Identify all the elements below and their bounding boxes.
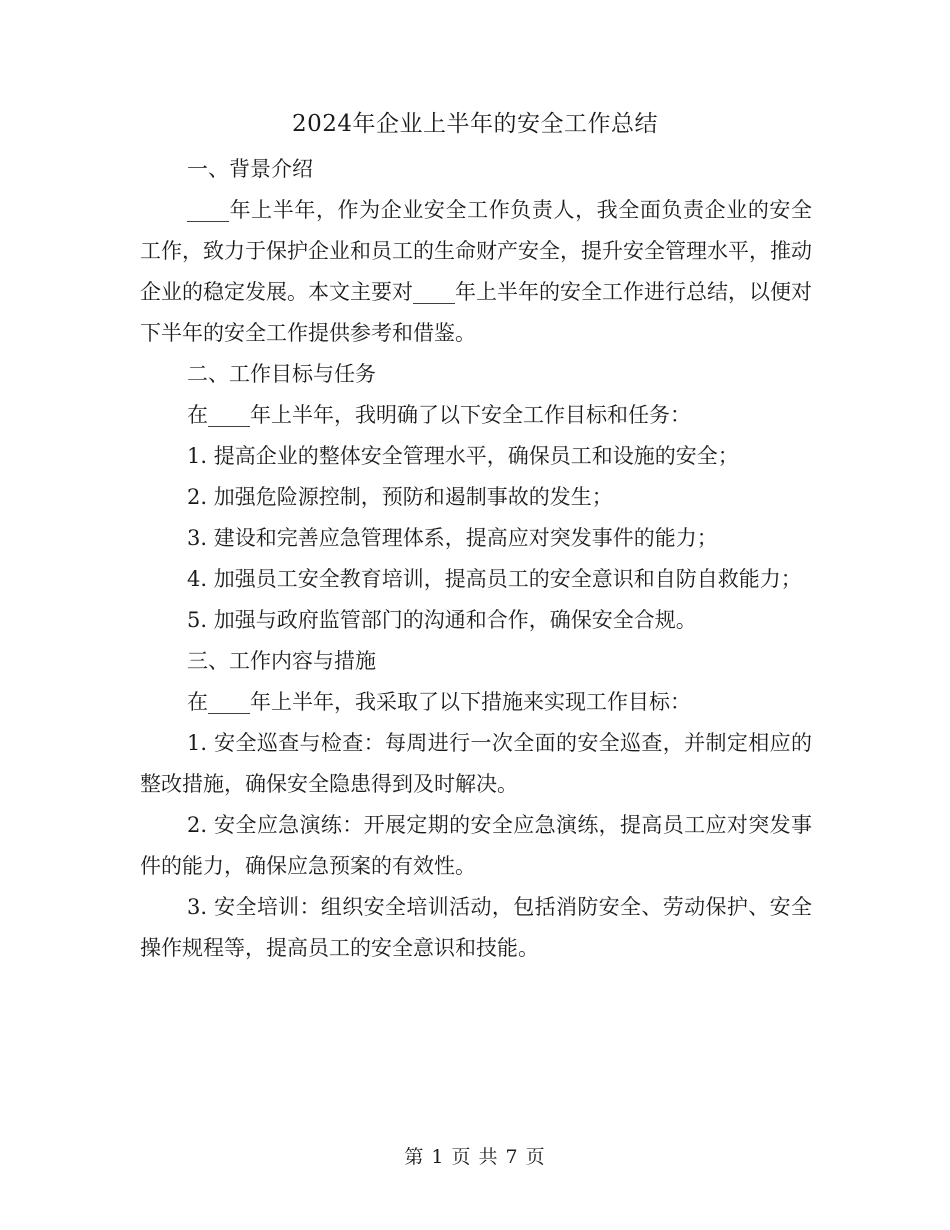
- section-heading-measures: 三、工作内容与措施: [187, 649, 376, 673]
- paragraph-goals-intro: 在____年上半年，我明确了以下安全工作目标和任务：: [187, 403, 691, 427]
- paragraph-background: ____年上半年，作为企业安全工作负责人，我全面负责企业的安全工作，致力于保护企业和员工的生命财产安全，提升安全管理水平，推动企业的稳定发展。本文主要对____年上半年的安全工作进行总结，以便对下半年的安全工作提供参考和借鉴。: [140, 198, 812, 345]
- list-item-goal-4: 4. 加强员工安全教育培训，提高员工的安全意识和自防自救能力；: [187, 567, 802, 591]
- list-item-goal-3: 3. 建设和完善应急管理体系，提高应对突发事件的能力；: [187, 526, 718, 550]
- section-heading-background: 一、背景介绍: [187, 157, 313, 181]
- document-body: [140, 149, 812, 969]
- list-item-goal-2: 2. 加强危险源控制，预防和遏制事故的发生；: [187, 485, 613, 509]
- document-title: 2024年企业上半年的安全工作总结: [291, 111, 659, 137]
- list-item-measure-3: 3. 安全培训：组织安全培训活动，包括消防安全、劳动保护、安全操作规程等，提高员工的安全意识和技能。: [140, 895, 812, 960]
- page-footer: 第 1 页 共 7 页: [404, 1146, 546, 1168]
- paragraph-measures-intro: 在____年上半年，我采取了以下措施来实现工作目标：: [187, 690, 691, 714]
- list-item-measure-2: 2. 安全应急演练：开展定期的安全应急演练，提高员工应对突发事件的能力，确保应急预案的有效性。: [140, 813, 812, 878]
- list-item-measure-1: 1. 安全巡查与检查：每周进行一次全面的安全巡查，并制定相应的整改措施，确保安全隐患得到及时解决。: [140, 731, 812, 796]
- section-heading-goals: 二、工作目标与任务: [187, 362, 376, 386]
- list-item-goal-1: 1. 提高企业的整体安全管理水平，确保员工和设施的安全；: [187, 444, 739, 468]
- list-item-goal-5: 5. 加强与政府监管部门的沟通和合作，确保安全合规。: [187, 608, 697, 632]
